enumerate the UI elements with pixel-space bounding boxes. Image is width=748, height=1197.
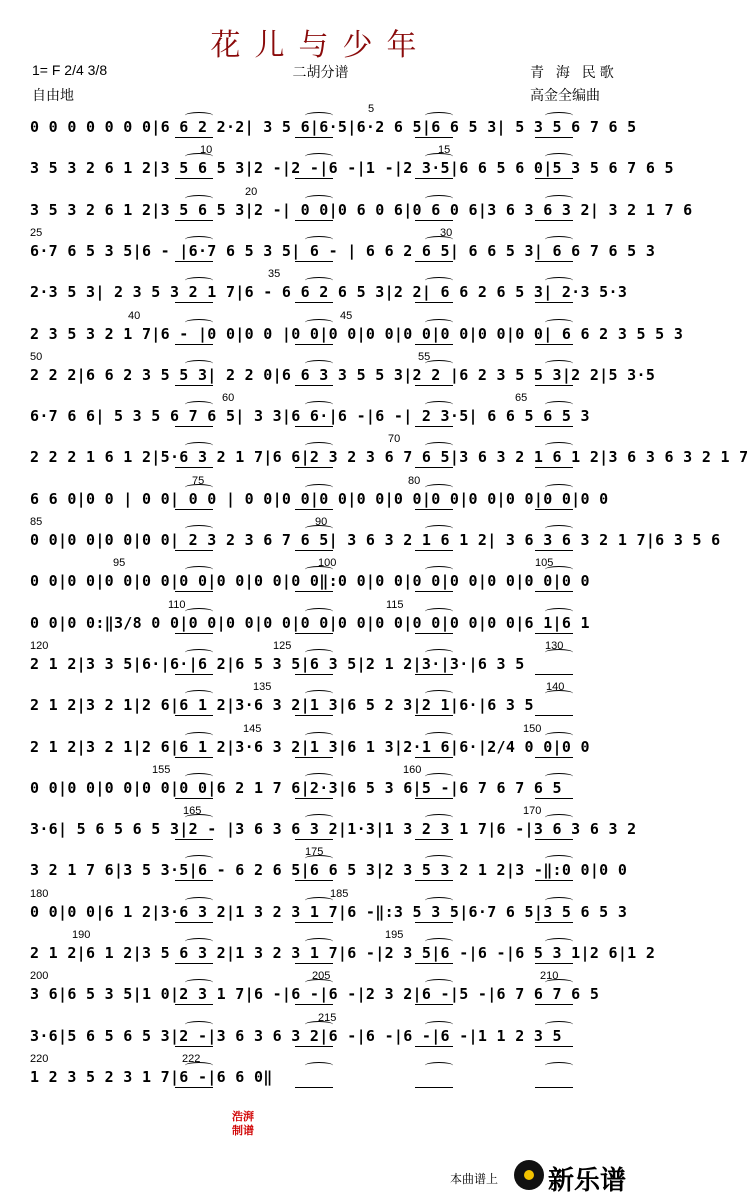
slur-arc [425,442,453,449]
tempo-marking: 自由地 [32,87,74,103]
bar-number: 80 [408,475,421,487]
bar-number: 125 [273,640,292,652]
slur-arc [545,814,573,821]
beam-underline [295,715,333,716]
bar-number: 160 [403,764,422,776]
bar-number: 130 [545,640,564,652]
beam-underline [175,963,213,964]
beam-underline [535,839,573,840]
beam-underline [415,344,453,345]
slur-arc [185,773,213,780]
beam-underline [415,1046,453,1047]
beam-underline [415,261,453,262]
bar-number: 45 [340,310,353,322]
score-line: 2 1 2|6 1 2|3 5 6 3 2|1 3 2 3 1 7|6 -|2 3 5|6 -|6 -|6 5 3 1|2 6|1 2 [30,944,656,962]
beam-underline [415,550,453,551]
beam-underline [535,178,573,179]
slur-arc [425,773,453,780]
score-line: 2 2 2 1 6 1 2|5·6 3 2 1 7|6 6|2 3 2 3 6 7 6 5|3 6 3 2 1 6 1 2|3 6 3 6 3 2 1 7 [30,448,748,466]
footer-text: 本曲谱上 [450,1172,499,1186]
slur-arc [305,1062,333,1069]
bar-number: 95 [113,557,126,569]
slur-arc [545,773,573,780]
slur-arc [305,897,333,904]
beam-underline [295,798,333,799]
bar-number: 115 [386,599,404,611]
bar-number: 15 [438,144,451,156]
bar-number: 155 [152,764,171,776]
slur-arc [425,649,453,656]
beam-underline [415,509,453,510]
slur-arc [425,979,453,986]
bar-number: 190 [72,929,91,941]
bar-number: 75 [192,475,205,487]
bar-number: 195 [385,929,404,941]
score-line: 3·6|5 6 5 6 5 3|2 -|3 6 3 6 3 2|6 -|6 -|6 -|6 -|1 1 2 3 5 [30,1027,562,1045]
slur-arc [185,566,213,573]
beam-underline [175,591,213,592]
bar-number: 120 [30,640,49,652]
beam-underline [295,426,333,427]
beam-underline [175,839,213,840]
beam-underline [535,261,573,262]
beam-underline [175,550,213,551]
beam-underline [535,798,573,799]
slur-arc [305,153,333,160]
bar-number: 210 [540,970,559,982]
slur-arc [305,442,333,449]
score-line: 2 3 5 3 2 1 7|6 - |0 0|0 0 |0 0|0 0|0 0|0 0|0 0|0 0|0 0| 6 6 2 3 5 5 3 [30,325,684,343]
score-line: 0 0 0 0 0 0 0|6 6 2 2·2| 3 5 6|6·5|6·2 6 5|6 6 5 3| 5 3 5 6 7 6 5 [30,118,637,136]
slur-arc [425,484,453,491]
slur-arc [185,401,213,408]
score-line: 6·7 6 5 3 5|6 - |6·7 6 5 3 5| 6 - | 6 6 2 6 5| 6 6 5 3| 6 6 7 6 5 3 [30,242,656,260]
beam-underline [295,1087,333,1088]
slur-arc [545,360,573,367]
beam-underline [175,467,213,468]
beam-underline [535,344,573,345]
slur-arc [545,897,573,904]
slur-arc [185,360,213,367]
slur-arc [425,608,453,615]
slur-arc [425,814,453,821]
slur-arc [305,319,333,326]
bar-number: 110 [168,599,186,611]
slur-arc [545,401,573,408]
beam-underline [415,839,453,840]
slur-arc [425,1062,453,1069]
slur-arc [425,938,453,945]
score-line: 3 6|6 5 3 5|1 0|2 3 1 7|6 -|6 -|6 -|2 3 2|6 -|5 -|6 7 6 7 6 5 [30,985,600,1003]
subtitle: 二胡分谱 [292,64,349,80]
beam-underline [535,1046,573,1047]
beam-underline [295,137,333,138]
slur-arc [545,525,573,532]
slur-arc [185,112,213,119]
bar-number: 100 [318,557,337,569]
slur-arc [185,236,213,243]
slur-arc [185,938,213,945]
beam-underline [295,591,333,592]
score-line: 0 0|0 0|0 0|0 0| 2 3 2 3 6 7 6 5| 3 6 3 2 1 6 1 2| 3 6 3 6 3 2 1 7|6 3 5 6 [30,531,721,549]
beam-underline [295,922,333,923]
beam-underline [175,344,213,345]
beam-underline [295,302,333,303]
beam-underline [295,1004,333,1005]
beam-underline [415,1004,453,1005]
score-line: 0 0|0 0:‖3/8 0 0|0 0|0 0|0 0|0 0|0 0|0 0|0 0|0 0|0 0|6 1|6 1 [30,614,590,632]
beam-underline [295,261,333,262]
beam-underline [415,798,453,799]
beam-underline [415,137,453,138]
bar-number: 30 [440,227,453,239]
slur-arc [425,566,453,573]
beam-underline [415,302,453,303]
bar-number: 185 [330,888,349,900]
slur-arc [185,442,213,449]
beam-underline [415,880,453,881]
credit-stamp: 浩湃制谱 [232,1111,254,1137]
beam-underline [175,220,213,221]
beam-underline [415,715,453,716]
beam-underline [295,178,333,179]
slur-arc [305,236,333,243]
beam-underline [415,633,453,634]
bar-number: 10 [200,144,213,156]
slur-arc [305,773,333,780]
bar-number: 5 [368,103,375,115]
slur-arc [185,690,213,697]
slur-arc [305,608,333,615]
beam-underline [295,344,333,345]
beam-underline [295,385,333,386]
beam-underline [175,302,213,303]
beam-underline [535,880,573,881]
slur-arc [425,195,453,202]
slur-arc [185,979,213,986]
bar-number: 170 [523,805,542,817]
beam-underline [535,715,573,716]
beam-underline [535,922,573,923]
slur-arc [305,360,333,367]
beam-underline [295,220,333,221]
beam-underline [535,1004,573,1005]
beam-underline [535,1087,573,1088]
score-line: 2 1 2|3 2 1|2 6|6 1 2|3·6 3 2|1 3|6 5 2 3|2 1|6·|6 3 5 [30,696,534,714]
slur-arc [545,1062,573,1069]
beam-underline [295,550,333,551]
beam-underline [295,839,333,840]
beam-underline [175,509,213,510]
bar-number: 20 [245,186,258,198]
bar-number: 145 [243,723,262,735]
score-line: 2 1 2|3 3 5|6·|6·|6 2|6 5 3 5|6 3 5|2 1 2|3·|3·|6 3 5 [30,655,525,673]
slur-arc [545,855,573,862]
score-line: 3 2 1 7 6|3 5 3·5|6 - 6 2 6 5|6 6 5 3|2 3 5 3 2 1 2|3 -‖:0 0|0 0 [30,861,628,879]
beam-underline [415,467,453,468]
beam-underline [175,633,213,634]
bar-number: 175 [305,846,324,858]
bar-number: 60 [222,392,235,404]
slur-arc [185,608,213,615]
slur-arc [185,1021,213,1028]
score-line: 6·7 6 6| 5 3 5 6 7 6 5| 3 3|6 6·|6 -|6 -| 2 3·5| 6 6 5 6 5 3 [30,407,590,425]
score-line: 0 0|0 0|0 0|0 0|0 0|6 2 1 7 6|2·3|6 5 3 6|5 -|6 7 6 7 6 5 [30,779,562,797]
bar-number: 90 [315,516,328,528]
bar-number: 25 [30,227,43,239]
score-line: 3 5 3 2 6 1 2|3 5 6 5 3|2 -|2 -|6 -|1 -|2 3·5|6 6 5 6 0|5 3 5 6 7 6 5 [30,159,674,177]
slur-arc [305,649,333,656]
beam-underline [175,178,213,179]
beam-underline [175,426,213,427]
slur-arc [425,690,453,697]
beam-underline [415,1087,453,1088]
score-line: 2 2 2|6 6 2 3 5 5 3| 2 2 0|6 6 3 3 5 5 3|2 2 |6 2 3 5 5 3|2 2|5 3·5 [30,366,656,384]
slur-arc [545,319,573,326]
slur-arc [305,401,333,408]
slur-arc [185,732,213,739]
slur-arc [425,855,453,862]
bar-number: 50 [30,351,43,363]
beam-underline [415,385,453,386]
bar-number: 135 [253,681,272,693]
slur-arc [425,319,453,326]
beam-underline [535,426,573,427]
slur-arc [545,195,573,202]
slur-arc [305,814,333,821]
slur-arc [185,319,213,326]
bar-number: 65 [515,392,528,404]
slur-arc [425,897,453,904]
bar-number: 180 [30,888,49,900]
slur-arc [545,1021,573,1028]
bar-number: 55 [418,351,431,363]
bar-number: 35 [268,268,281,280]
bar-number: 165 [183,805,202,817]
footer-logo: 新乐谱 [548,1166,627,1196]
beam-underline [415,178,453,179]
beam-underline [415,591,453,592]
beam-underline [295,880,333,881]
beam-underline [175,261,213,262]
slur-arc [305,277,333,284]
slur-arc [545,236,573,243]
beam-underline [175,880,213,881]
slur-arc [185,897,213,904]
beam-underline [535,550,573,551]
bar-number: 70 [388,433,401,445]
bar-number: 220 [30,1053,49,1065]
bar-number: 85 [30,516,43,528]
slur-arc [305,484,333,491]
slur-arc [425,401,453,408]
beam-underline [415,922,453,923]
slur-arc [425,112,453,119]
slur-arc [545,608,573,615]
beam-underline [295,467,333,468]
slur-arc [425,277,453,284]
slur-arc [425,525,453,532]
beam-underline [535,674,573,675]
beam-underline [535,467,573,468]
beam-underline [295,674,333,675]
beam-underline [295,509,333,510]
beam-underline [535,509,573,510]
bar-number: 105 [535,557,554,569]
beam-underline [415,674,453,675]
score-line: 3 5 3 2 6 1 2|3 5 6 5 3|2 -| 0 0|0 6 0 6|0 6 0 6|3 6 3 6 3 2| 3 2 1 7 6 [30,201,693,219]
score-line: 0 0|0 0|0 0|0 0|0 0|0 0|0 0|0 0‖:0 0|0 0|0 0|0 0|0 0|0 0|0 0 [30,572,590,590]
beam-underline [175,674,213,675]
page-title: 花儿与少年 [210,28,431,63]
beam-underline [175,922,213,923]
slur-arc [305,690,333,697]
beam-underline [415,426,453,427]
beam-underline [415,220,453,221]
slur-arc [185,855,213,862]
score-line: 1 2 3 5 2 3 1 7|6 -|6 6 0‖ [30,1068,273,1086]
beam-underline [295,757,333,758]
beam-underline [175,385,213,386]
beam-underline [535,385,573,386]
slur-arc [185,277,213,284]
slur-arc [305,112,333,119]
beam-underline [535,757,573,758]
beam-underline [535,963,573,964]
arranger: 高金全编曲 [530,87,600,103]
beam-underline [535,633,573,634]
slur-arc [185,649,213,656]
slur-arc [305,195,333,202]
score-line: 6 6 0|0 0 | 0 0| 0 0 | 0 0|0 0|0 0|0 0|0 0|0 0|0 0|0 0|0 0|0 0 [30,490,609,508]
slur-arc [545,153,573,160]
bar-number: 150 [523,723,542,735]
slur-arc [425,1021,453,1028]
slur-arc [545,732,573,739]
bar-number: 205 [312,970,331,982]
bar-number: 222 [182,1053,201,1065]
beam-underline [175,1046,213,1047]
slur-arc [305,732,333,739]
beam-underline [175,1087,213,1088]
beam-underline [175,715,213,716]
beam-underline [535,591,573,592]
beam-underline [415,963,453,964]
bar-number: 200 [30,970,49,982]
beam-underline [175,1004,213,1005]
beam-underline [535,220,573,221]
beam-underline [175,137,213,138]
slur-arc [545,112,573,119]
key-signature: 1= F 2/4 3/8 [32,62,108,78]
beam-underline [175,757,213,758]
slur-arc [185,525,213,532]
slur-arc [545,938,573,945]
beam-underline [295,633,333,634]
slur-arc [545,442,573,449]
bar-number: 140 [546,681,565,693]
beam-underline [535,302,573,303]
bar-number: 215 [318,1012,337,1024]
score-line: 2·3 5 3| 2 3 5 3 2 1 7|6 - 6 6 2 6 5 3|2 2| 6 6 2 6 5 3| 2·3 5·3 [30,283,628,301]
score-line: 2 1 2|3 2 1|2 6|6 1 2|3·6 3 2|1 3|6 1 3|2·1 6|6·|2/4 0 0|0 0 [30,738,590,756]
slur-arc [545,484,573,491]
slur-arc [185,195,213,202]
vinyl-record-icon [514,1160,544,1190]
composer: 青 海 民歌 [530,64,618,80]
beam-underline [295,963,333,964]
score-line: 0 0|0 0|6 1 2|3·6 3 2|1 3 2 3 1 7|6 -‖:3 5 3 5|6·7 6 5|3 5 6 5 3 [30,903,628,921]
beam-underline [415,757,453,758]
beam-underline [535,137,573,138]
beam-underline [175,798,213,799]
score-line: 3·6| 5 6 5 6 5 3|2 - |3 6 3 6 3 2|1·3|1 3 2 3 1 7|6 -|3 6 3 6 3 2 [30,820,637,838]
beam-underline [295,1046,333,1047]
slur-arc [425,732,453,739]
bar-number: 40 [128,310,141,322]
slur-arc [305,938,333,945]
slur-arc [545,277,573,284]
